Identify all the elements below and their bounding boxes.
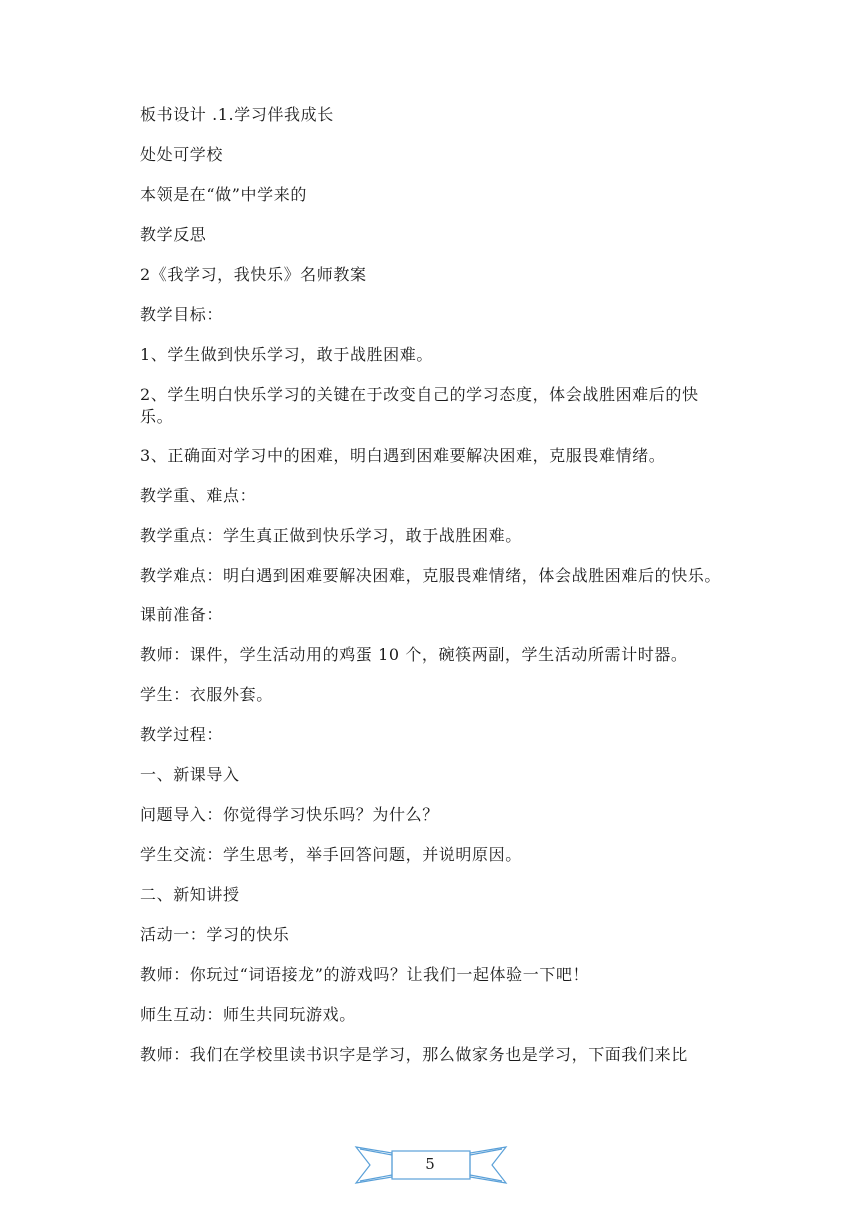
paragraph: 1、学生做到快乐学习，敢于战胜困难。	[140, 345, 433, 364]
page-number: 5	[425, 1155, 435, 1173]
page-footer	[354, 1143, 508, 1185]
paragraph: 教学重点：学生真正做到快乐学习，敢于战胜困难。	[140, 526, 522, 545]
paragraph: 二、新知讲授	[140, 885, 240, 904]
paragraph: 教学难点：明白遇到困难要解决困难，克服畏难情绪，体会战胜困难后的快乐。	[140, 566, 722, 585]
paragraph: 3、正确面对学习中的困难，明白遇到困难要解决困难，克服畏难情绪。	[140, 446, 666, 465]
paragraph: 学生交流：学生思考，举手回答问题，并说明原因。	[140, 845, 522, 864]
paragraph: 教学重、难点：	[140, 486, 257, 505]
paragraph: 教师：我们在学校里读书识字是学习，那么做家务也是学习，下面我们来比	[140, 1045, 688, 1064]
paragraph: 一、新课导入	[140, 765, 240, 784]
paragraph: 问题导入：你觉得学习快乐吗？为什么？	[140, 805, 439, 824]
paragraph: 2《我学习，我快乐》名师教案	[140, 265, 367, 284]
paragraph: 师生互动：师生共同玩游戏。	[140, 1005, 356, 1024]
paragraph: 教师：课件，学生活动用的鸡蛋 10 个，碗筷两副，学生活动所需计时器。	[140, 645, 688, 664]
paragraph: 教学过程：	[140, 725, 224, 744]
paragraph: 教学反思	[140, 225, 207, 244]
paragraph: 处处可学校	[140, 145, 224, 164]
paragraph: 活动一：学习的快乐	[140, 925, 290, 944]
document-body	[140, 104, 730, 1084]
paragraph: 板书设计 .1.学习伴我成长	[140, 105, 334, 124]
paragraph: 本领是在“做”中学来的	[140, 185, 307, 204]
paragraph: 学生：衣服外套。	[140, 685, 273, 704]
paragraph: 2、学生明白快乐学习的关键在于改变自己的学习态度，体会战胜困难后的快乐。	[140, 385, 699, 426]
paragraph: 课前准备：	[140, 605, 224, 624]
paragraph: 教学目标：	[140, 305, 224, 324]
paragraph: 教师：你玩过“词语接龙”的游戏吗？让我们一起体验一下吧！	[140, 965, 590, 984]
